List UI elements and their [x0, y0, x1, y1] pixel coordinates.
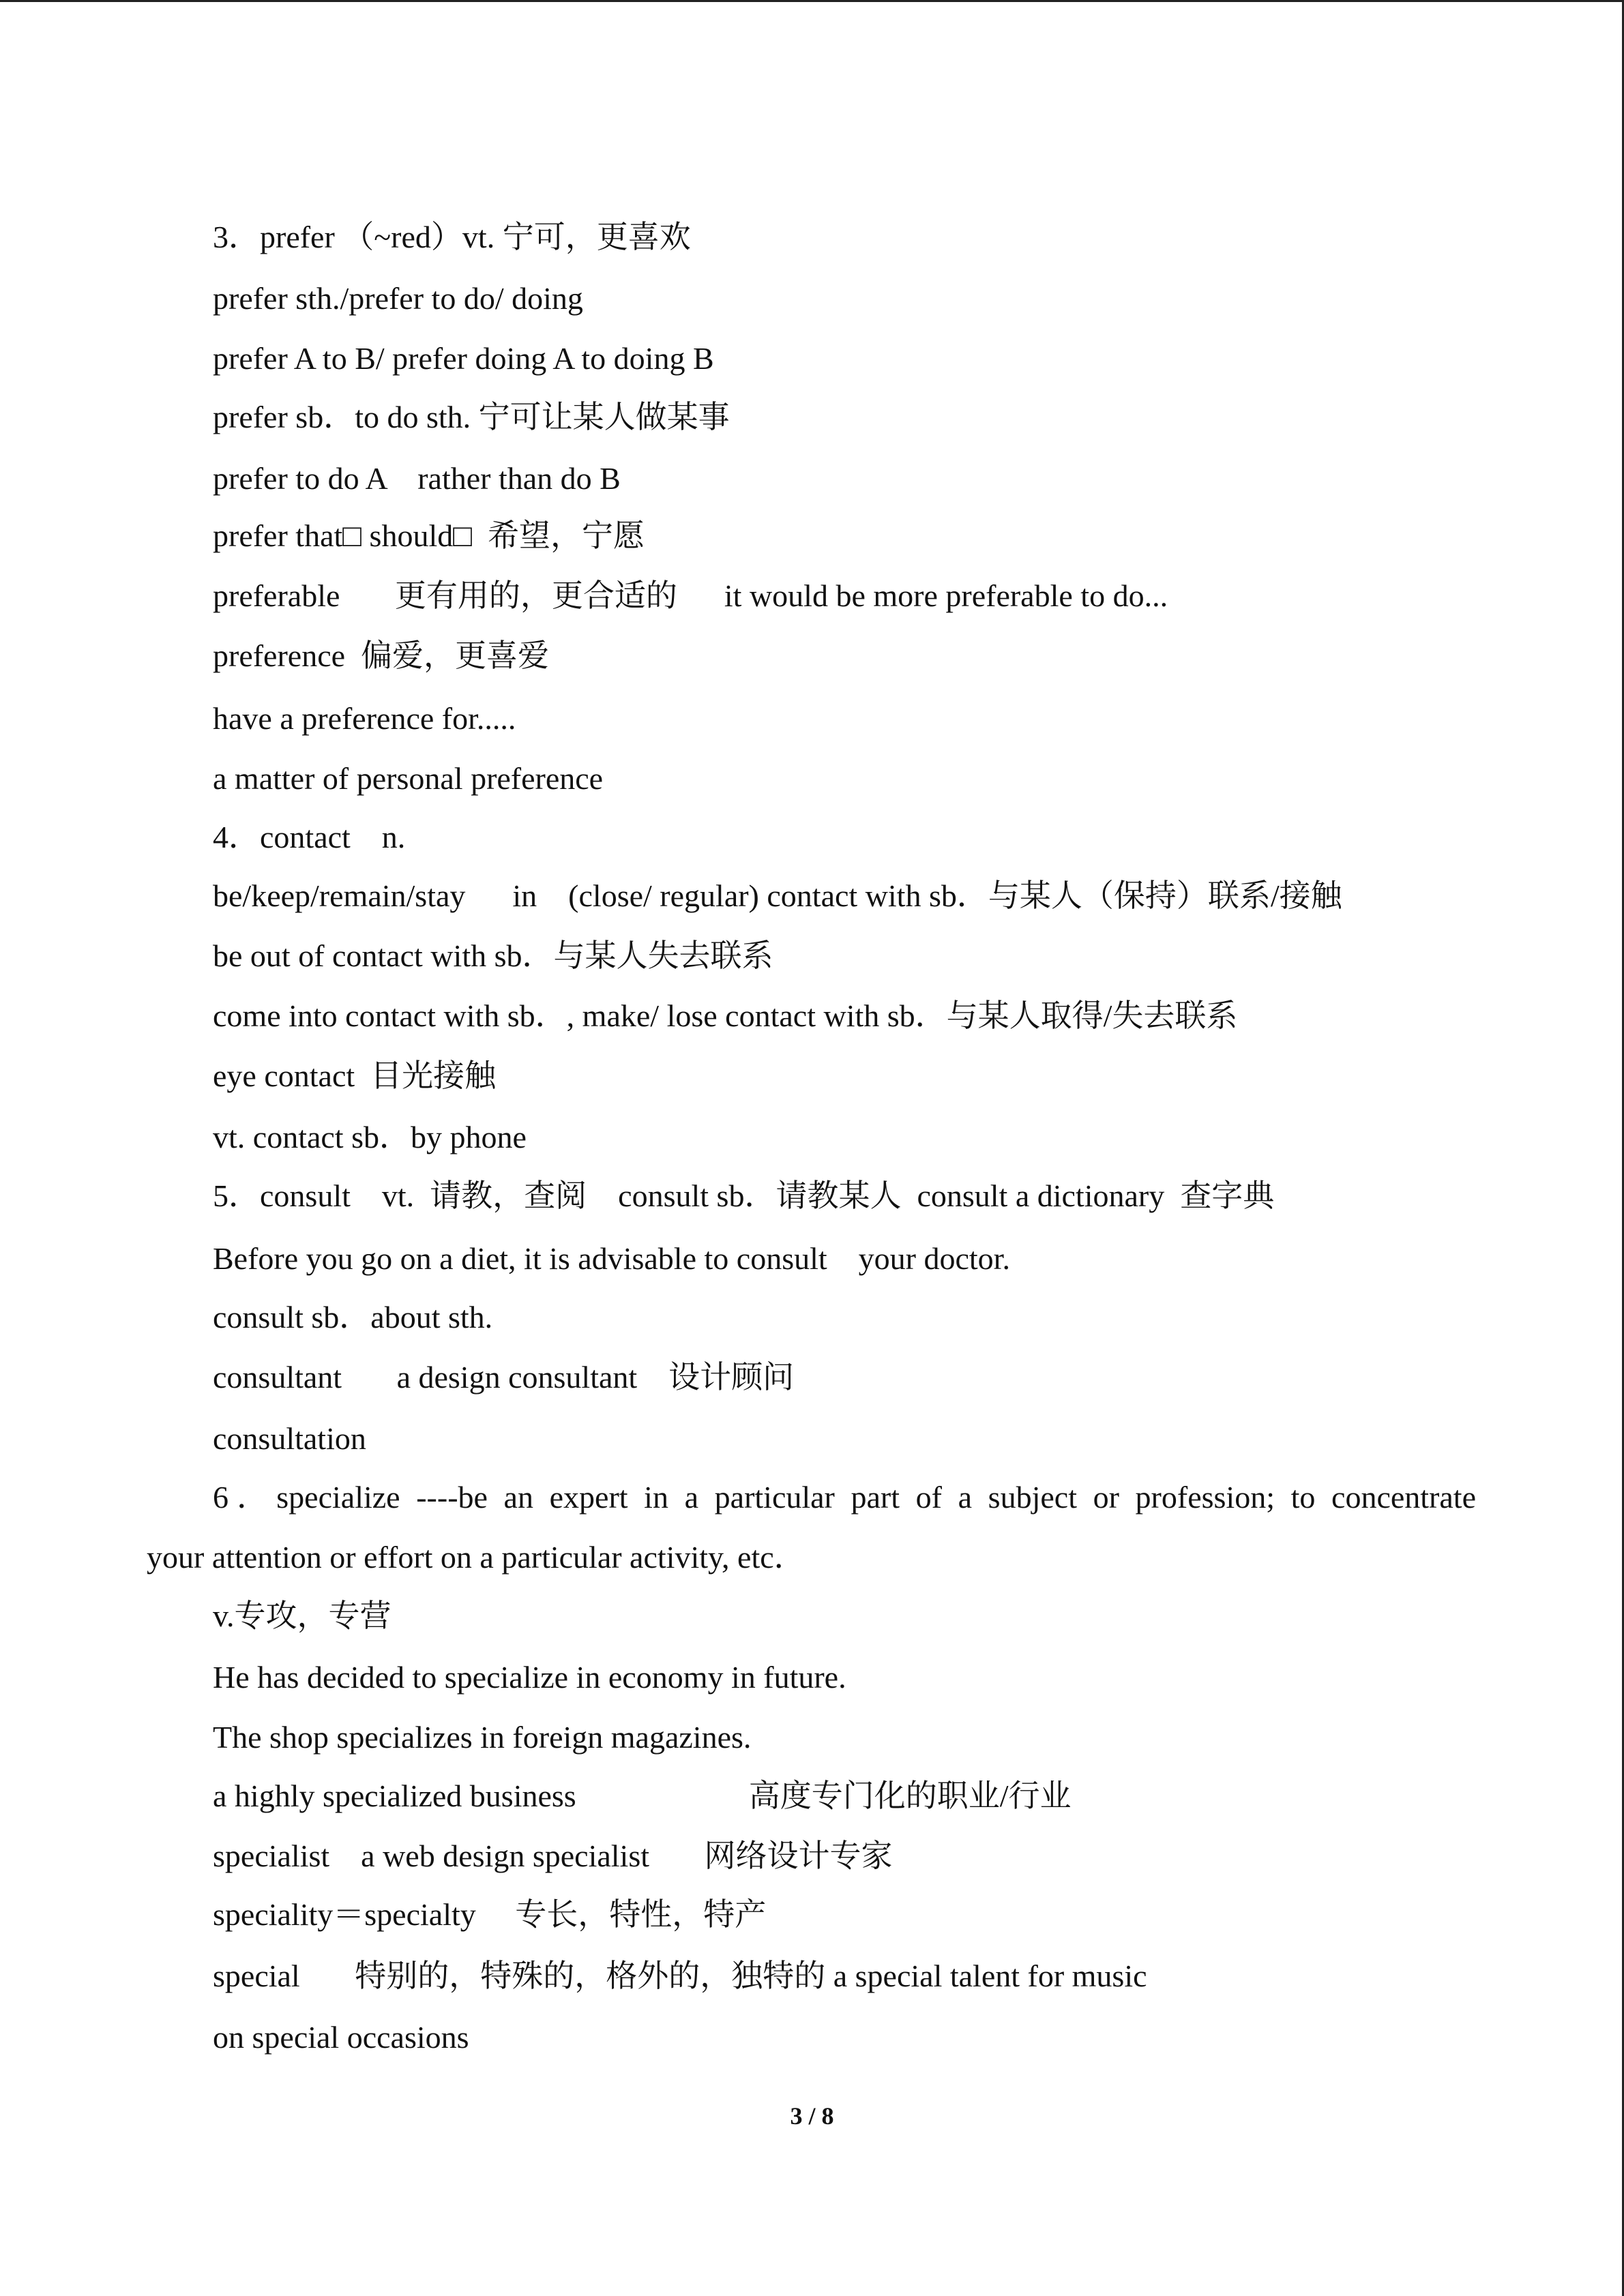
text-line: eye contact 目光接触: [213, 1058, 497, 1093]
text-line: preferable 更有用的，更合适的 it would be more preferable to do...: [213, 578, 1168, 613]
text-line: Before you go on a diet, it is advisable to consult your doctor.: [213, 1241, 1010, 1276]
text-line: your attention or effort on a particular activity, etc．: [147, 1540, 806, 1575]
text-line: prefer that□ should□ 希望，宁愿: [213, 518, 645, 553]
text-line: prefer sb．to do sth. 宁可让某人做某事: [213, 400, 730, 434]
text-line: consultation: [213, 1421, 366, 1456]
text-line: 4．contact n.: [213, 820, 406, 854]
text-line: prefer to do A rather than do B: [213, 461, 621, 496]
text-line: 3．prefer （~red）vt. 宁可，更喜欢: [213, 220, 691, 254]
text-line: special 特别的，特殊的，格外的，独特的 a special talent for music: [213, 1958, 1147, 1993]
text-line: specialist a web design specialist 网络设计专家: [213, 1838, 893, 1873]
text-line: prefer sth./prefer to do/ doing: [213, 281, 583, 316]
text-line: consult sb．about sth.: [213, 1300, 493, 1335]
text-line: preference 偏爱，更喜爱: [213, 638, 550, 673]
text-line: consultant a design consultant 设计顾问: [213, 1360, 795, 1395]
text-line: be/keep/remain/stay in (close/ regular) contact with sb．与某人（保持）联系/接触: [213, 878, 1342, 913]
text-line: 5．consult vt. 请教，查阅 consult sb．请教某人 consult a dictionary 查字典: [213, 1178, 1275, 1213]
text-line: come into contact with sb．, make/ lose contact with sb．与某人取得/失去联系: [213, 998, 1238, 1033]
text-line: a matter of personal preference: [213, 761, 604, 796]
text-line: vt. contact sb．by phone: [213, 1120, 527, 1154]
text-line: prefer A to B/ prefer doing A to doing B: [213, 341, 714, 376]
text-line: He has decided to specialize in economy in future.: [213, 1660, 846, 1695]
top-border-line: [0, 0, 1624, 2]
page-number: 3 / 8: [790, 2102, 834, 2130]
text-line: on special occasions: [213, 2020, 469, 2055]
text-line: be out of contact with sb．与某人失去联系: [213, 938, 773, 973]
text-line: 6．specialize ----be an expert in a particular part of a subject or profession; to concentrate: [213, 1480, 1476, 1515]
text-line: a highly specialized business 高度专门化的职业/行业: [213, 1778, 1072, 1813]
text-line: v.专攻，专营: [213, 1598, 392, 1633]
text-line: have a preference for.....: [213, 701, 516, 736]
text-line: speciality＝specialty 专长，特性，特产: [213, 1897, 767, 1932]
text-line: The shop specializes in foreign magazines.: [213, 1720, 752, 1755]
